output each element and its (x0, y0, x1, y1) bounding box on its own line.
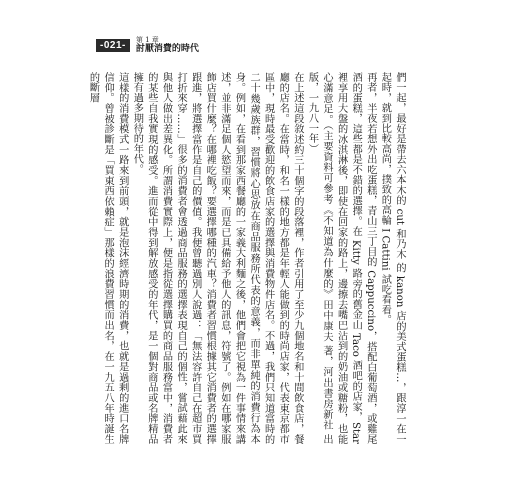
page-header (96, 36, 199, 54)
paragraph: 們一起，最好是帶去六本木的 cut 和乃木 的 kanon 店的美式蛋糕…，跟淳一在一起時，就到比較高尚，撲致的高輪 I Cattini 試吃看看。 (379, 72, 405, 444)
paragraph: 在上述這段敘述約三十個字的段落裡，作者引用了至少九個地名和十間飲食店，餐廳的店名。在當時，和名一樣的地方都是年輕人能做到的時尚店家，代表東京都市區中，現時最受歡迎的飲食店家的選擇與消費物件店名。不過，我們只知道當時的二十幾歲族群，習慣將心思放在商品服務所代表的意義，而非單純的消費行為本身。例如，在看到那家西餐廳的一家義大利麵之後，他們會把它視為一件事情來講述，並非滿足個人慾望而來，而是已具備給予他人的訊息，符號了。例如在哪家服飾店買什麼？在哪裡吃飯？要選擇哪種的汽車？消費者習慣根據其它消費者的選擇跟進，將選擇當作是自己的價值。我便曾聽過別人說過：「無法容許自己在超市買打折來穿……」很多的消費者會透過商品服務的選擇表現自己的個性，嘗試藉此來與他人做出差異化。所謂消費實際上，便是指從選擇購買的商品服務當中，消費者的某些自我實現的感受。進而從中得到解放感受的年代，是一個對商品或名牌精品擁有過多期待的年代。 (131, 72, 303, 444)
body-text (87, 72, 406, 444)
paragraph: 這樣的消費模式一路來到前頭，就是泡沫經濟時期的消費，也就是過剩的進口名牌信仰。曾被診斷是「買東西依賴症」那樣的浪費習慣而出名，在一九五八年時誕生的斷層 (87, 72, 128, 444)
chapter-label: 第 1 章 (135, 36, 159, 44)
page-number: -021- (96, 39, 130, 52)
chapter-heading (136, 36, 199, 54)
paragraph: 再者，半夜若想外出吃蛋糕，青山三丁目的 Cappuccino，搭配白葡萄酒，或雞尾酒的蛋糕，這些都是不錯的選擇。在 Kitty 路旁的舊金山 Taco 酒吧的店家，Star 裡享用大盤的冰淇淋後，即使在回家的路上，邊擦去嘴巴沾到的奶油或糖粉，也能心滿意足。（主要資料可參考《不知道為什麼的》田中康夫 著，河出書房新社 出版，一九八一年） (306, 72, 376, 444)
chapter-title: 討厭消費的時代 (135, 44, 199, 54)
